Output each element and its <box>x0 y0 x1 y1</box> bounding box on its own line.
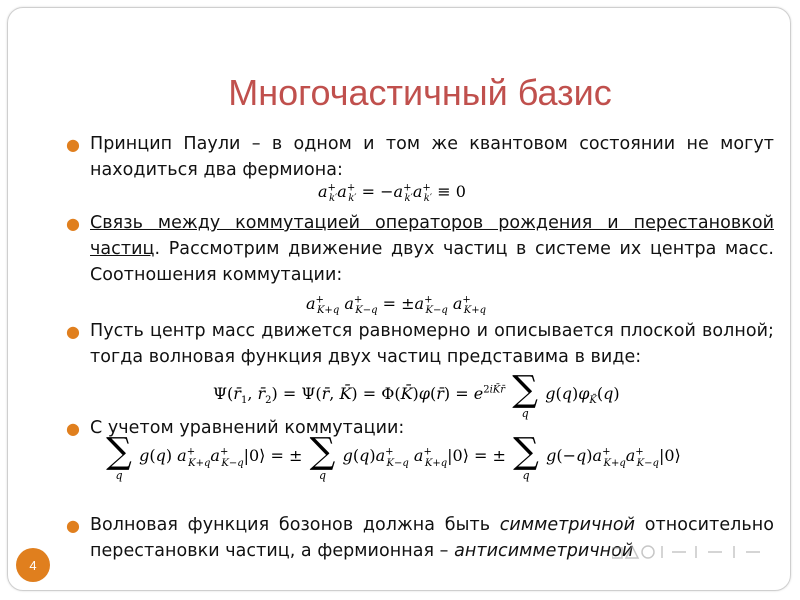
slide-title: Многочастичный базис <box>228 72 612 113</box>
sum-symbol: ∑ q <box>106 431 132 482</box>
bullet-text-commutation-eq: С учетом уравнений коммутации: <box>90 418 405 438</box>
bullet-marker: ● <box>66 135 80 154</box>
sum-symbol: ∑ q <box>512 369 538 420</box>
watermark-icon <box>612 540 770 564</box>
text-part-a: Волновая функция бозонов должна быть <box>90 515 500 535</box>
text-part-b: относительно перестановки частиц, а фермионная – <box>90 515 774 561</box>
sum-symbol: ∑ q <box>513 431 539 482</box>
bullet-text-commutation <box>90 210 774 288</box>
formula-symmetry: ∑ q g(q) $a^+_{K+q}a^+_{K-q}|0⟩$ = ± ∑ q $g(q)a^+_{K-q}$ $a^+_{K+q}|0⟩$ = ± ∑ q $g(-q)a^+_{K+q}a^+_{K-q}|0⟩$ <box>104 434 681 481</box>
bullet-marker: ● <box>66 322 80 341</box>
underlined-phrase: Связь между коммутацией операторов рождения и перестановкой частиц <box>90 213 774 259</box>
formula-wavefunction: $\Psi(r̄_1$, $r̄_2$) = Ψ(r̄, K̄) = Φ(K̄)φ(r̄) = $e^{2iK̄r̄}$ ∑ q $g(q)\varphi_{K̄}(q)$ <box>213 369 620 420</box>
sum-symbol: ∑ q <box>309 431 336 482</box>
bullet-text-tail: . Рассмотрим движение двух частиц в системе их центра масс. Соотношения коммутации: <box>90 239 774 285</box>
emph-antisymmetric: антисимметричной <box>454 541 634 561</box>
watermark-logo <box>612 540 770 564</box>
page-number-badge: 4 <box>16 548 50 582</box>
bullet-marker: ● <box>66 419 80 438</box>
emph-symmetric: симметричной <box>499 515 636 535</box>
bullet-text-pauli: Принцип Паули – в одном и том же квантовом состоянии не могут находиться два фермиона: <box>90 134 774 180</box>
bullet-marker: ● <box>66 214 80 233</box>
formula-commutation: $a^+_{K+q}$ $a^+_{K-q} = \pm a^+_{K-q}$ $a^+_{K+q}$ <box>306 294 487 317</box>
bullet-text-wavefunction: Пусть центр масс движется равномерно и описывается плоской волной; тогда волновая функция двух частиц представима в виде: <box>90 321 774 367</box>
formula-pauli: $a^+_{k'}a^+_{k'} = -a^+_{k'}a^+_{k'} \equiv 0$ <box>318 182 466 205</box>
bullet-marker: ● <box>66 516 80 535</box>
